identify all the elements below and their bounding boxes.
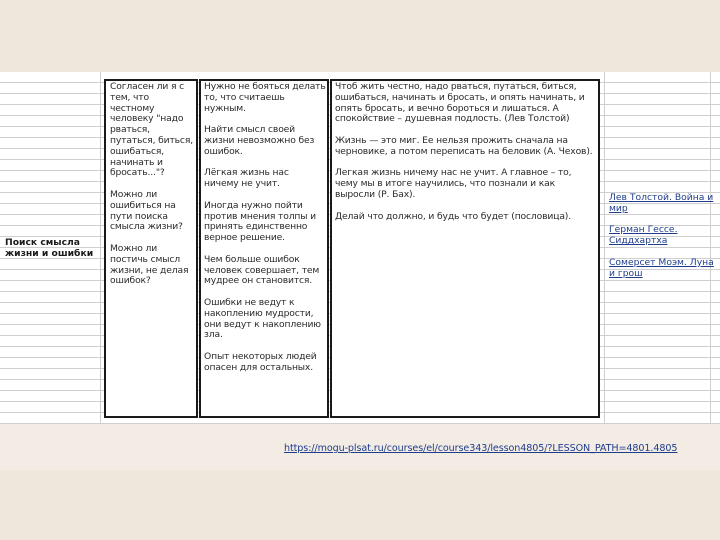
- bottom-band: [0, 470, 720, 540]
- reading-link-hesse[interactable]: Герман Гессе. Сиддхартха: [609, 224, 678, 247]
- reading-link-tolstoy[interactable]: Лев Толстой. Война и мир: [609, 192, 714, 214]
- reading-list: [609, 193, 719, 290]
- question-item: Можно ли постичь смысл жизни, не делая ошибок?: [110, 242, 189, 287]
- grid-line: [100, 72, 101, 424]
- thesis-item: Ошибки не ведут к накоплению мудрости, они ведут к накоплению зла.: [204, 296, 321, 341]
- quotes-text: [335, 82, 597, 222]
- quote-item: Жизнь — это миг. Ее нельзя прожить сначала на черновике, а потом переписать на беловик (А. Чехов).: [335, 134, 593, 157]
- thesis-item: Нужно не бояться делать то, что считаешь нужным.: [204, 81, 326, 114]
- grid-line: [604, 72, 605, 424]
- quote-item: Легкая жизнь ничему нас не учит. А главное – то, чему мы в итоге научились, что познали и как выросли (Р. Бах).: [335, 167, 572, 200]
- row-label: Поиск смысла жизни и ошибки: [5, 237, 94, 259]
- top-band: [0, 0, 720, 72]
- thesis-item: Опыт некоторых людей опасен для остальных.: [204, 350, 317, 373]
- theses-text: [204, 82, 326, 374]
- thesis-item: Найти смысл своей жизни невозможно без ошибок.: [204, 124, 315, 157]
- thesis-item: Чем больше ошибок человек совершает, тем мудрее он становится.: [204, 253, 320, 287]
- reading-link-maugham[interactable]: Сомерсет Моэм. Луна и грош: [609, 256, 714, 279]
- thesis-item: Иногда нужно пойти против мнения толпы и принять единственно верное решение.: [204, 199, 316, 244]
- source-link[interactable]: https://mogu-plsat.ru/courses/el/course343/lesson4805/?LESSON_PATH=4801.4805: [284, 443, 678, 454]
- question-item: Можно ли ошибиться на пути поиска смысла жизни?: [110, 188, 183, 233]
- questions-text: [110, 82, 194, 287]
- thesis-item: Лёгкая жизнь нас ничему не учит.: [204, 167, 289, 190]
- quote-item: Делай что должно, и будь что будет (пословица).: [335, 210, 572, 222]
- question-item: Согласен ли я с тем, что честному человеку "надо рваться, путаться, биться, ошибаться, начинать и бросать..."?: [110, 81, 193, 179]
- quote-item: Чтоб жить честно, надо рваться, путаться, биться, ошибаться, начинать и бросать, и опять начинать, и опять бросать, и вечно бороться и лишаться. А спокойствие – душевная подлость. (Лев Толстой): [335, 81, 585, 125]
